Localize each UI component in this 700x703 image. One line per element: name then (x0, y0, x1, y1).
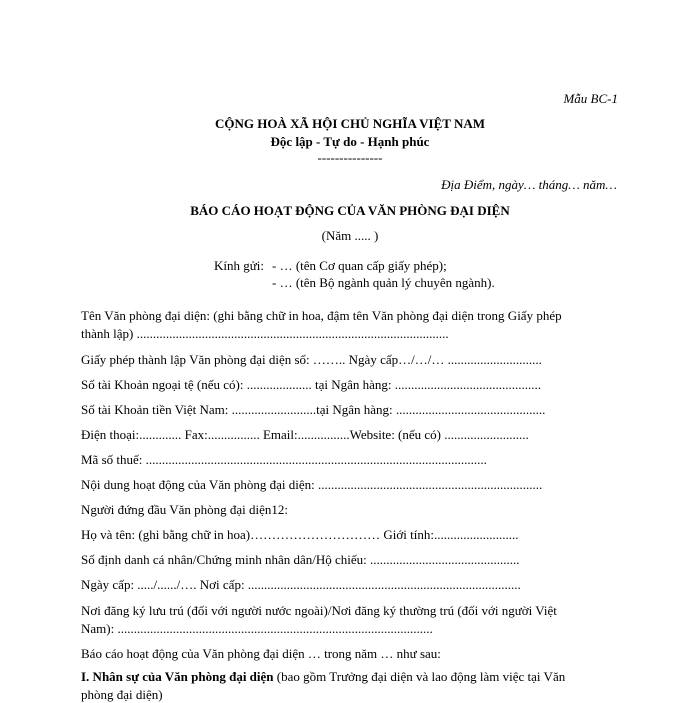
activity-line: Nội dung hoạt động của Văn phòng đại diện: ..................................................................... (81, 477, 543, 492)
issue-line: Ngày cấp: ...../....../…. Nơi cấp: .................................................................................... (81, 577, 521, 592)
recipient-line-2: - … (tên Bộ ngành quản lý chuyên ngành). (272, 275, 495, 290)
foreign-account-line: Số tài Khoản ngoại tệ (nếu có): .................... tại Ngân hàng: ............................................. (81, 377, 541, 392)
contact-line: Điện thoại:............. Fax:................ Email:................Website: (nếu có) .......................... (81, 427, 529, 442)
full-name-line: Họ và tên: (ghi bằng chữ in hoa)………………………… Giới tính:.......................... (81, 527, 519, 542)
national-title: CỘNG HOÀ XÃ HỘI CHỦ NGHĨA VIỆT NAM (214, 116, 486, 131)
header-divider: --------------- (317, 150, 383, 165)
report-intro-line: Báo cáo hoạt động của Văn phòng đại diện … trong năm … như sau: (81, 646, 441, 661)
residence-line-2: Nam): ................................................................................................. (81, 621, 433, 636)
office-name-line-1: Tên Văn phòng đại diện: (ghi bằng chữ in hoa, đậm tên Văn phòng đại diện trong Giấy phép (81, 308, 562, 323)
place-date-line: Địa Điểm, ngày… tháng… năm… (441, 177, 617, 192)
license-line: Giấy phép thành lập Văn phòng đại diện số: …….. Ngày cấp…/…/… ............................. (81, 352, 542, 367)
section-1-line-2: phòng đại diện) (81, 687, 163, 702)
section-1-title: I. Nhân sự của Văn phòng đại diện (81, 669, 274, 684)
national-motto: Độc lập - Tự do - Hạnh phúc (270, 134, 430, 149)
section-1-description: (bao gồm Trưởng đại diện và lao động làm việc tại Văn (273, 669, 566, 684)
residence-line-1: Nơi đăng ký lưu trú (đối với người nước ngoài)/Nơi đăng ký thường trú (đối với người Việt (81, 603, 557, 618)
recipient-line-1: - … (tên Cơ quan cấp giấy phép); (272, 258, 447, 273)
head-of-office-heading: Người đứng đầu Văn phòng đại diện12: (81, 502, 289, 517)
id-number-line: Số định danh cá nhân/Chứng minh nhân dân/Hộ chiếu: .............................................. (81, 552, 520, 567)
section-1-heading (81, 669, 565, 685)
vnd-account-line: Số tài Khoản tiền Việt Nam: ..........................tại Ngân hàng: .............................................. (81, 402, 546, 417)
report-year: (Năm ..... ) (321, 228, 379, 243)
form-code: Mẫu BC-1 (563, 91, 618, 106)
report-title: BÁO CÁO HOẠT ĐỘNG CỦA VĂN PHÒNG ĐẠI DIỆN (190, 203, 510, 218)
tax-code-line: Mã số thuế: ......................................................................................................... (81, 452, 487, 467)
recipient-label: Kính gửi: (214, 258, 265, 273)
office-name-line-2: thành lập) ................................................................................................ (81, 326, 449, 341)
